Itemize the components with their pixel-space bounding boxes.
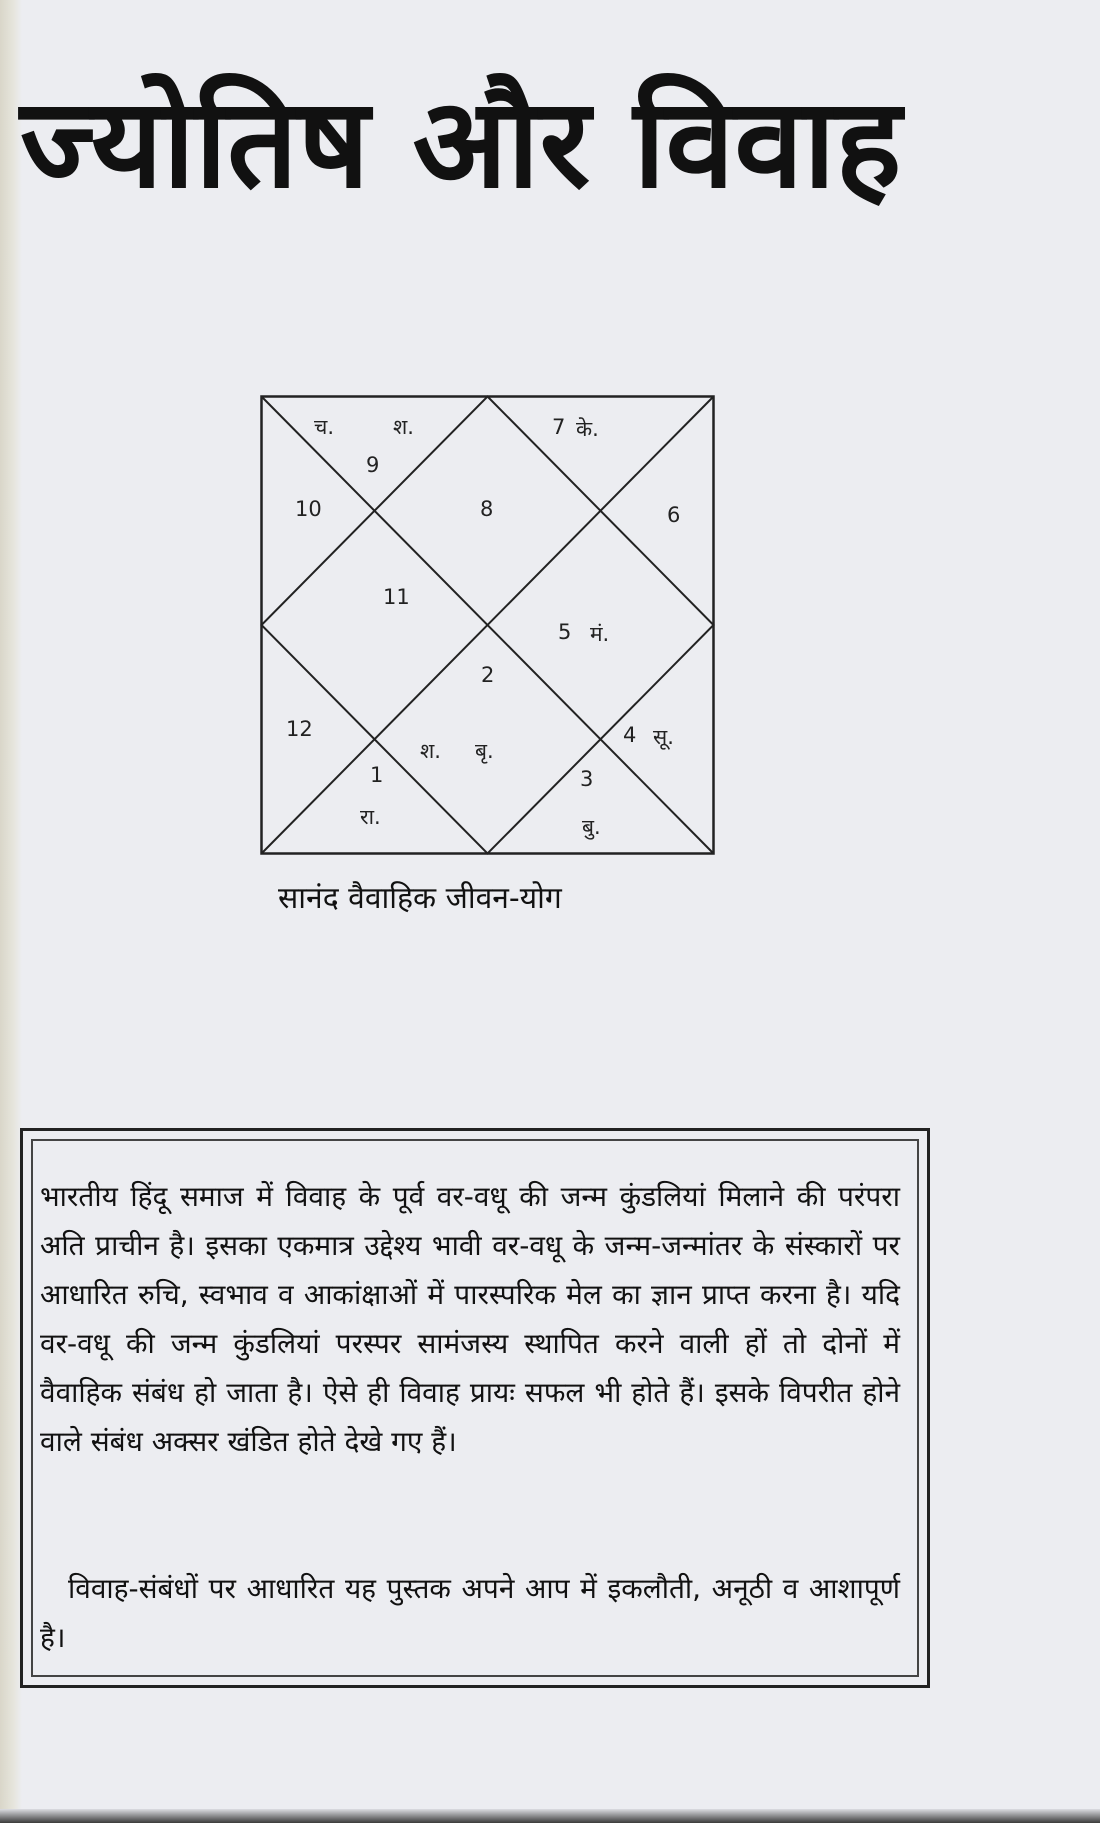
book-title: ज्योतिष और विवाह bbox=[20, 72, 902, 216]
planet-surya: सू. bbox=[653, 725, 674, 749]
planet-ketu: के. bbox=[576, 417, 599, 441]
house-number-8: 8 bbox=[480, 497, 494, 521]
page-bottom-edge bbox=[0, 1809, 1100, 1823]
house-number-4: 4 bbox=[623, 723, 637, 747]
house-number-5: 5 bbox=[558, 620, 572, 644]
house-number-2: 2 bbox=[481, 663, 495, 687]
description-paragraph-2: विवाह-संबंधों पर आधारित यह पुस्तक अपने आप में इकलौती, अनूठी व आशापूर्ण है। bbox=[40, 1572, 900, 1654]
house-number-11: 11 bbox=[383, 585, 410, 609]
planet-mangal: मं. bbox=[590, 622, 610, 646]
house-number-6: 6 bbox=[667, 503, 681, 527]
house-number-1: 1 bbox=[370, 763, 384, 787]
chart-caption: सानंद वैवाहिक जीवन-योग bbox=[278, 881, 562, 916]
planet-chandra: च. bbox=[314, 415, 335, 439]
planet-brihaspati: बृ. bbox=[475, 739, 494, 763]
planet-shani-mid: श. bbox=[420, 739, 441, 763]
kundali-grid bbox=[260, 395, 715, 855]
planet-shani-top: श. bbox=[393, 415, 414, 439]
book-spine-edge bbox=[0, 0, 22, 1823]
house-number-12: 12 bbox=[286, 717, 313, 741]
house-number-9: 9 bbox=[366, 453, 380, 477]
planet-budh: बु. bbox=[582, 815, 601, 839]
description-paragraph-1: भारतीय हिंदू समाज में विवाह के पूर्व वर-वधू की जन्म कुंडलियां मिलाने की परंपरा अति प्राचीन है। इसका एकमात्र उद्देश्य भावी वर-वधू के जन्म-जन्मांतर के संस्कारों पर आधारित रुचि, स्वभाव व आकांक्षाओं में पारस्परिक मेल का ज्ञान प्राप्त करना है। यदि वर-वधू की जन्म कुंडलियां परस्पर सामंजस्य स्थापित करने वाली हों तो दोनों में वैवाहिक संबंध हो जाता है। ऐसे ही विवाह प्रायः सफल भी होते हैं। इसके विपरीत होने वाले संबंध अक्सर खंडित होते देखे गए हैं। bbox=[40, 1180, 900, 1458]
house-number-7: 7 bbox=[552, 415, 566, 439]
kundali-chart bbox=[260, 395, 715, 855]
house-number-3: 3 bbox=[580, 767, 594, 791]
house-number-10: 10 bbox=[295, 497, 322, 521]
planet-rahu: रा. bbox=[360, 805, 381, 829]
